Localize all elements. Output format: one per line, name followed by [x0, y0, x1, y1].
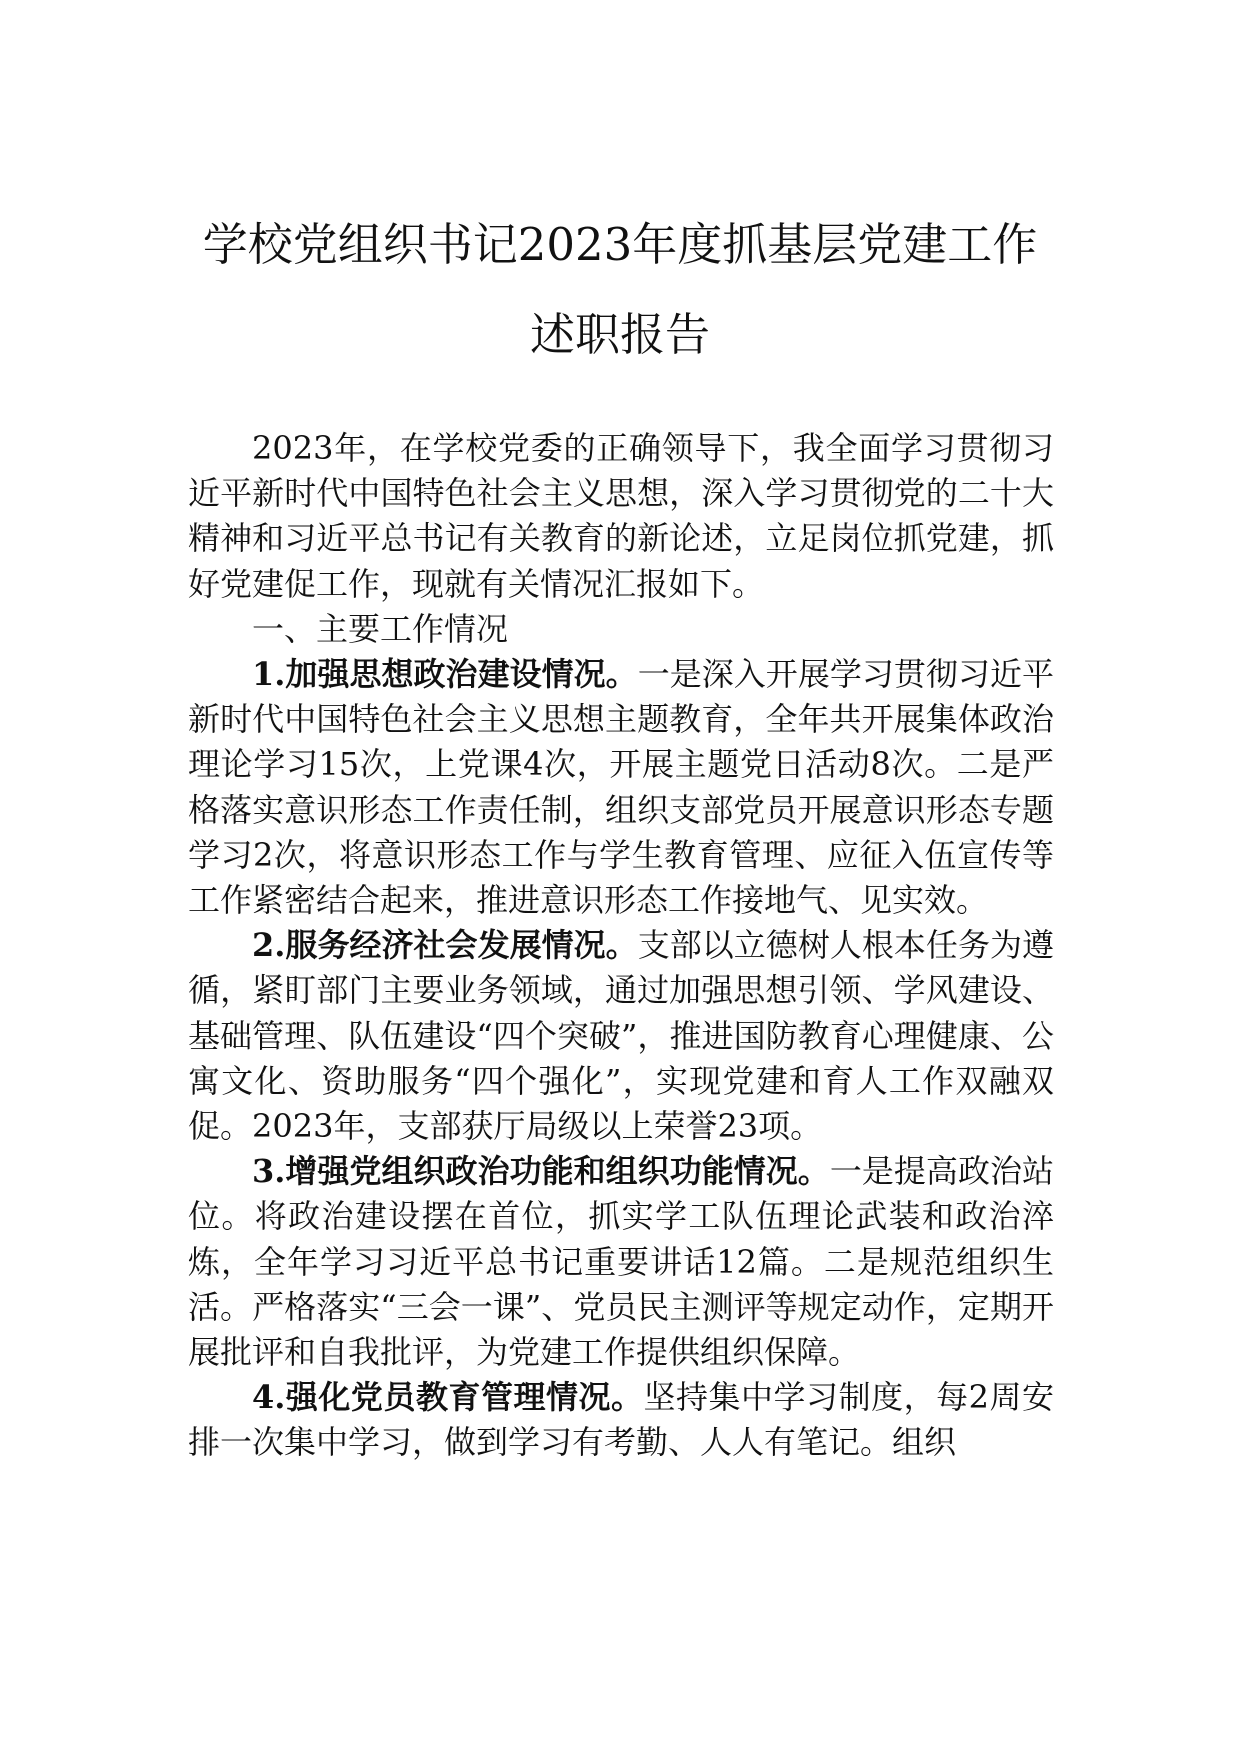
item-text: 支部以立德树人根本任务为遵循，紧盯部门主要业务领域，通过加强思想引领、学风建设、基础管理、队伍建设“四个突破”，推进国防教育心理健康、公寓文化、资助服务“四个强化”，实现党建和育人工作双融双促。2023年，支部获厅局级以上荣誉23项。 — [188, 926, 1054, 1146]
item-paragraph — [188, 923, 1054, 1149]
intro-paragraph: 2023年，在学校党委的正确领导下，我全面学习贯彻习近平新时代中国特色社会主义思想，深入学习贯彻党的二十大精神和习近平总书记有关教育的新论述，立足岗位抓党建，抓好党建促工作，现就有关情况汇报如下。 — [188, 429, 1054, 603]
item-heading: 3.增强党组织政治功能和组织功能情况。 — [252, 1152, 830, 1191]
item-paragraph — [188, 1149, 1054, 1375]
item-heading: 2.服务经济社会发展情况。 — [252, 926, 638, 965]
item-paragraph — [188, 1375, 1054, 1465]
item-heading: 4.强化党员教育管理情况。 — [252, 1378, 644, 1417]
item-text: 一是提高政治站位。将政治建设摆在首位，抓实学工队伍理论武装和政治淬炼，全年学习习近平总书记重要讲话12篇。二是规范组织生活。严格落实“三会一课”、党员民主测评等规定动作，定期开展批评和自我批评，为党建工作提供组织保障。 — [188, 1152, 1054, 1372]
item-text: 一是深入开展学习贯彻习近平新时代中国特色社会主义思想主题教育，全年共开展集体政治理论学习15次，上党课4次，开展主题党日活动8次。二是严格落实意识形态工作责任制，组织支部党员开展意识形态专题学习2次，将意识形态工作与学生教育管理、应征入伍宣传等工作紧密结合起来，推进意识形态工作接地气、见实效。 — [188, 655, 1054, 920]
item-text: 坚持集中学习制度，每2周安排一次集中学习，做到学习有考勤、人人有笔记。组织 — [188, 1378, 1054, 1462]
document-title-line-1: 学校党组织书记2023年度抓基层党建工作 — [202, 218, 1038, 271]
section-heading: 一、主要工作情况 — [252, 609, 509, 648]
item-heading: 1.加强思想政治建设情况。 — [252, 655, 638, 694]
document-body — [188, 426, 1054, 1466]
item-paragraph — [188, 652, 1054, 923]
document-title-line-2: 述职报告 — [529, 308, 710, 361]
